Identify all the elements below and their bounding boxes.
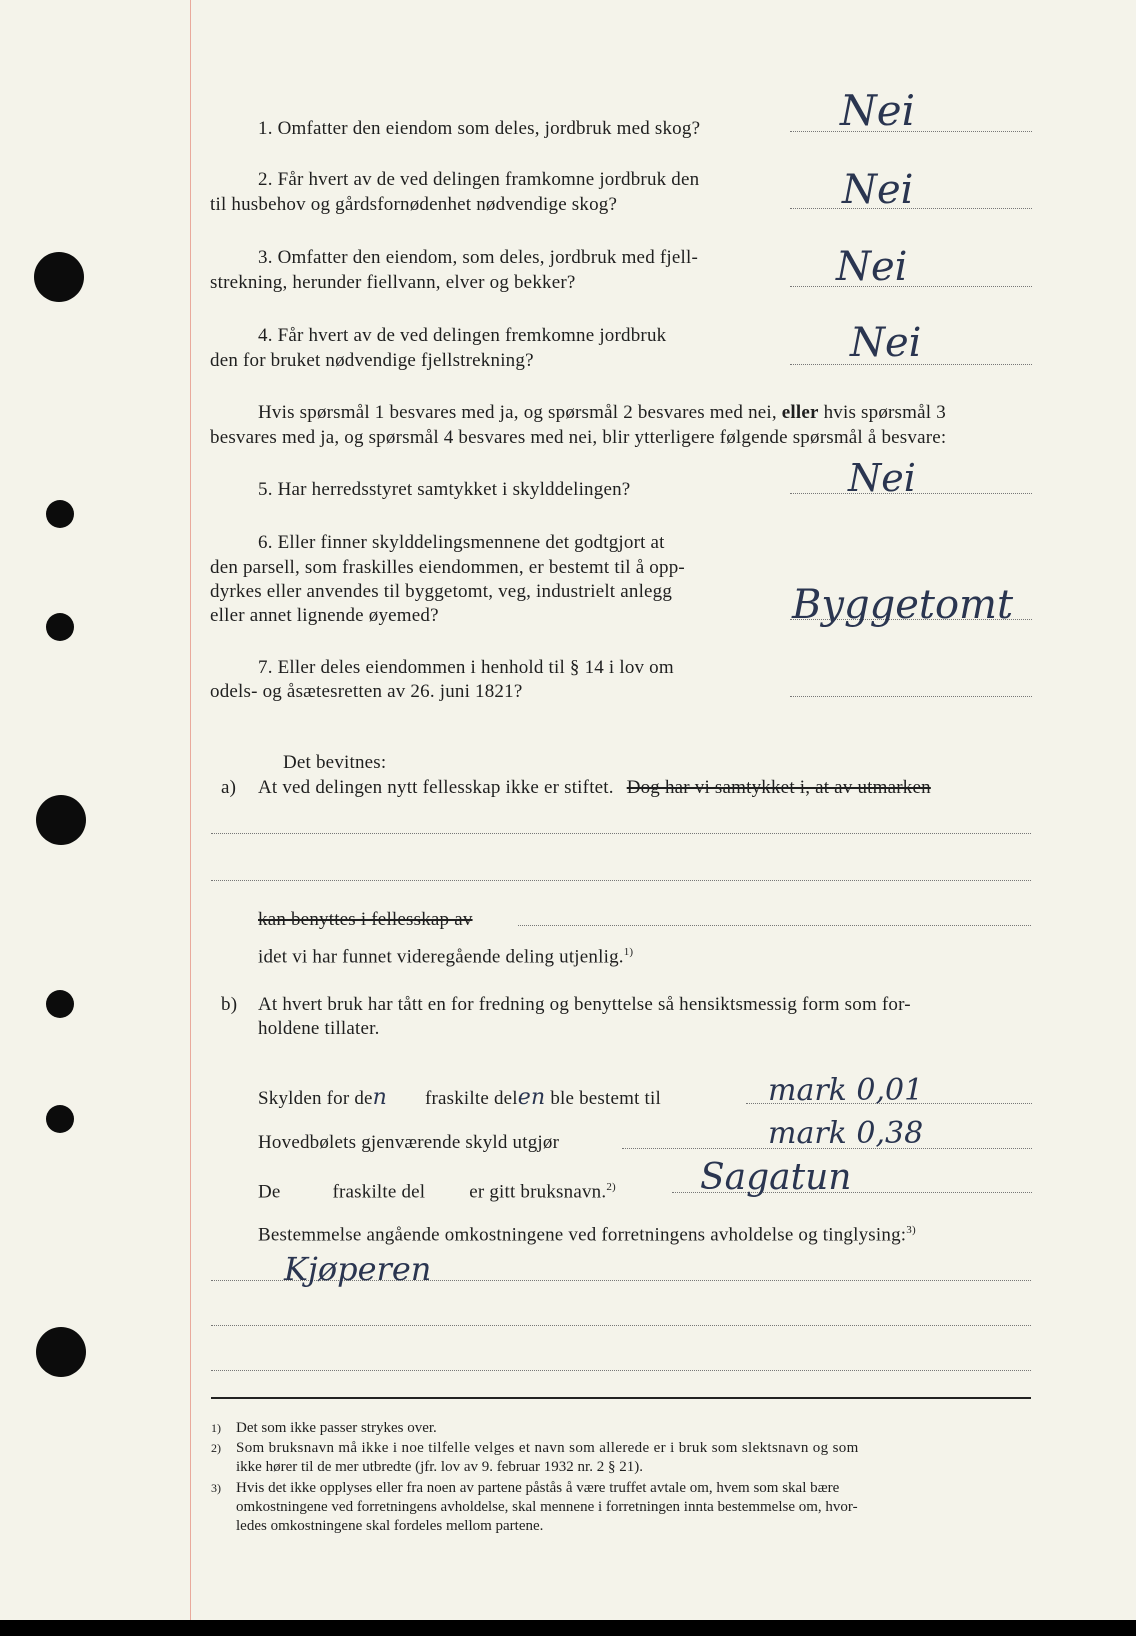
bruksnavn-value: Sagatun	[700, 1157, 852, 1198]
punch-hole	[46, 500, 74, 528]
navn-text-a: De	[258, 1181, 281, 1203]
hoved-label: Hovedbølets gjenværende skyld utgjør	[258, 1132, 560, 1153]
bestemmelse-text: Bestemmelse angående omkostningene ved forretningens avholdelse og tinglysing:	[258, 1224, 907, 1246]
bestemmelse-value: Kjøperen	[284, 1250, 432, 1288]
question-3-line-1: 3. Omfatter den eiendom, som deles, jordbruk med fjell-	[258, 247, 698, 268]
blank-line	[211, 880, 1031, 881]
attest-a-struck: Dog har vi samtykket i, at av utmarken	[626, 777, 931, 798]
answer-3: Nei	[836, 244, 908, 290]
footnote-2-mark: 2)	[211, 1441, 221, 1455]
answer-1: Nei	[840, 86, 916, 135]
blank-line	[211, 833, 1031, 834]
punch-hole	[46, 613, 74, 641]
attest-a-text	[258, 776, 931, 800]
footnote-3-line-1: Hvis det ikke opplyses eller fra noen av partene påstås å være truffet avtale om, hvem som skal bære	[236, 1480, 840, 1496]
skyld-hw-2: en	[517, 1085, 546, 1110]
bruksnavn-line	[258, 1175, 616, 1204]
footnote-2-line-1: Som bruksnavn må ikke i noe tilfelle velges et navn som allerede er i bruk som slektsnavn og som	[236, 1440, 859, 1456]
skyld-text-b: fraskilte del	[424, 1088, 518, 1109]
question-6-line-3: dyrkes eller anvendes til byggetomt, veg, industrielt anlegg	[210, 581, 673, 602]
answer-6: Byggetomt	[792, 582, 1014, 628]
question-3-line-2: strekning, herunder fiellvann, elver og bekker?	[210, 272, 576, 293]
blank-line	[211, 1325, 1031, 1326]
attest-b-label: b)	[221, 994, 238, 1015]
hoved-value: mark 0,38	[768, 1116, 924, 1151]
attest-b-line-2: holdene tillater.	[258, 1018, 380, 1039]
punch-hole	[36, 1327, 86, 1377]
question-4-line-2: den for bruket nødvendige fjellstrekning?	[210, 350, 534, 371]
answer-line-7	[790, 696, 1032, 697]
punch-hole	[36, 795, 86, 845]
question-7-line-1: 7. Eller deles eiendommen i henhold til § 14 i lov om	[258, 657, 674, 678]
skyld-value: mark 0,01	[768, 1073, 924, 1108]
attest-a-main: At ved delingen nytt fellesskap ikke er stiftet.	[258, 777, 614, 798]
question-5: 5. Har herredsstyret samtykket i skylddelingen?	[258, 479, 631, 500]
footnote-1-mark: 1)	[211, 1421, 221, 1435]
question-2-line-2: til husbehov og gårdsfornødenhet nødvendige skog?	[210, 194, 618, 215]
skyld-text-c: ble bestemt til	[550, 1088, 661, 1109]
skyld-hw-1: n	[372, 1085, 388, 1110]
footnote-ref: 2)	[606, 1181, 616, 1193]
blank-line	[518, 925, 1031, 926]
question-7-line-2: odels- og åsætesretten av 26. juni 1821?	[210, 681, 523, 702]
answer-4: Nei	[850, 320, 922, 366]
punch-hole	[46, 1105, 74, 1133]
intro-emphasis: eller	[781, 402, 819, 423]
blank-line	[211, 1370, 1031, 1371]
question-4-line-1: 4. Får hvert av de ved delingen fremkomne jordbruk	[258, 325, 667, 346]
punch-hole	[34, 252, 84, 302]
attest-a-cont-text: idet vi har funnet videregående deling utjenlig.	[258, 946, 624, 968]
footnote-2-line-2: ikke hører til de mer utbredte (jfr. lov av 9. februar 1932 nr. 2 § 21).	[236, 1459, 643, 1475]
conditional-intro-line-1	[258, 401, 946, 425]
attest-b-line-1: At hvert bruk har tått en for fredning og benyttelse så hensiktsmessig form som for-	[258, 994, 911, 1015]
bestemmelse-label	[258, 1218, 916, 1247]
attest-a-continuation	[258, 940, 633, 969]
question-6-line-2: den parsell, som fraskilles eiendommen, er bestemt til å opp-	[210, 557, 685, 578]
answer-5: Nei	[848, 456, 916, 500]
footnote-divider	[211, 1397, 1031, 1399]
footnote-3-mark: 3)	[211, 1481, 221, 1495]
punch-hole	[46, 990, 74, 1018]
footnote-3-line-3: ledes omkostningene skal fordeles mellom partene.	[236, 1518, 544, 1534]
answer-2: Nei	[842, 167, 914, 213]
question-6-line-1: 6. Eller finner skylddelingsmennene det godtgjort at	[258, 532, 665, 553]
question-6-line-4: eller annet lignende øyemed?	[210, 605, 439, 626]
navn-text-b: fraskilte del	[332, 1181, 426, 1203]
answer-line-3	[790, 286, 1032, 287]
question-2-line-1: 2. Får hvert av de ved delingen framkomne jordbruk den	[258, 169, 700, 190]
footnote-ref: 1)	[623, 946, 634, 958]
margin-line	[190, 0, 191, 1620]
navn-text-c: er gitt bruksnavn.	[469, 1181, 607, 1203]
attest-a-label: a)	[221, 777, 237, 798]
footnote-ref: 3)	[906, 1224, 916, 1236]
conditional-intro-line-2: besvares med ja, og spørsmål 4 besvares med nei, blir ytterligere følgende spørsmål å besvare:	[210, 427, 947, 448]
footnote-1: Det som ikke passer strykes over.	[236, 1420, 437, 1436]
intro-text-a: Hvis spørsmål 1 besvares med ja, og spørsmål 2 besvares med nei,	[258, 402, 777, 423]
footnote-3-line-2: omkostningene ved forretningens avholdelse, skal mennene i forretningen innta bestemmelse om, hvor-	[236, 1499, 858, 1515]
skyld-line	[258, 1086, 661, 1111]
attest-a-struck-2: kan benyttes i fellesskap av	[258, 909, 473, 930]
skyld-text-a: Skylden for de	[258, 1088, 373, 1109]
attest-heading: Det bevitnes:	[283, 752, 387, 773]
intro-text-b: hvis spørsmål 3	[823, 402, 946, 423]
question-1: 1. Omfatter den eiendom som deles, jordbruk med skog?	[258, 118, 701, 139]
